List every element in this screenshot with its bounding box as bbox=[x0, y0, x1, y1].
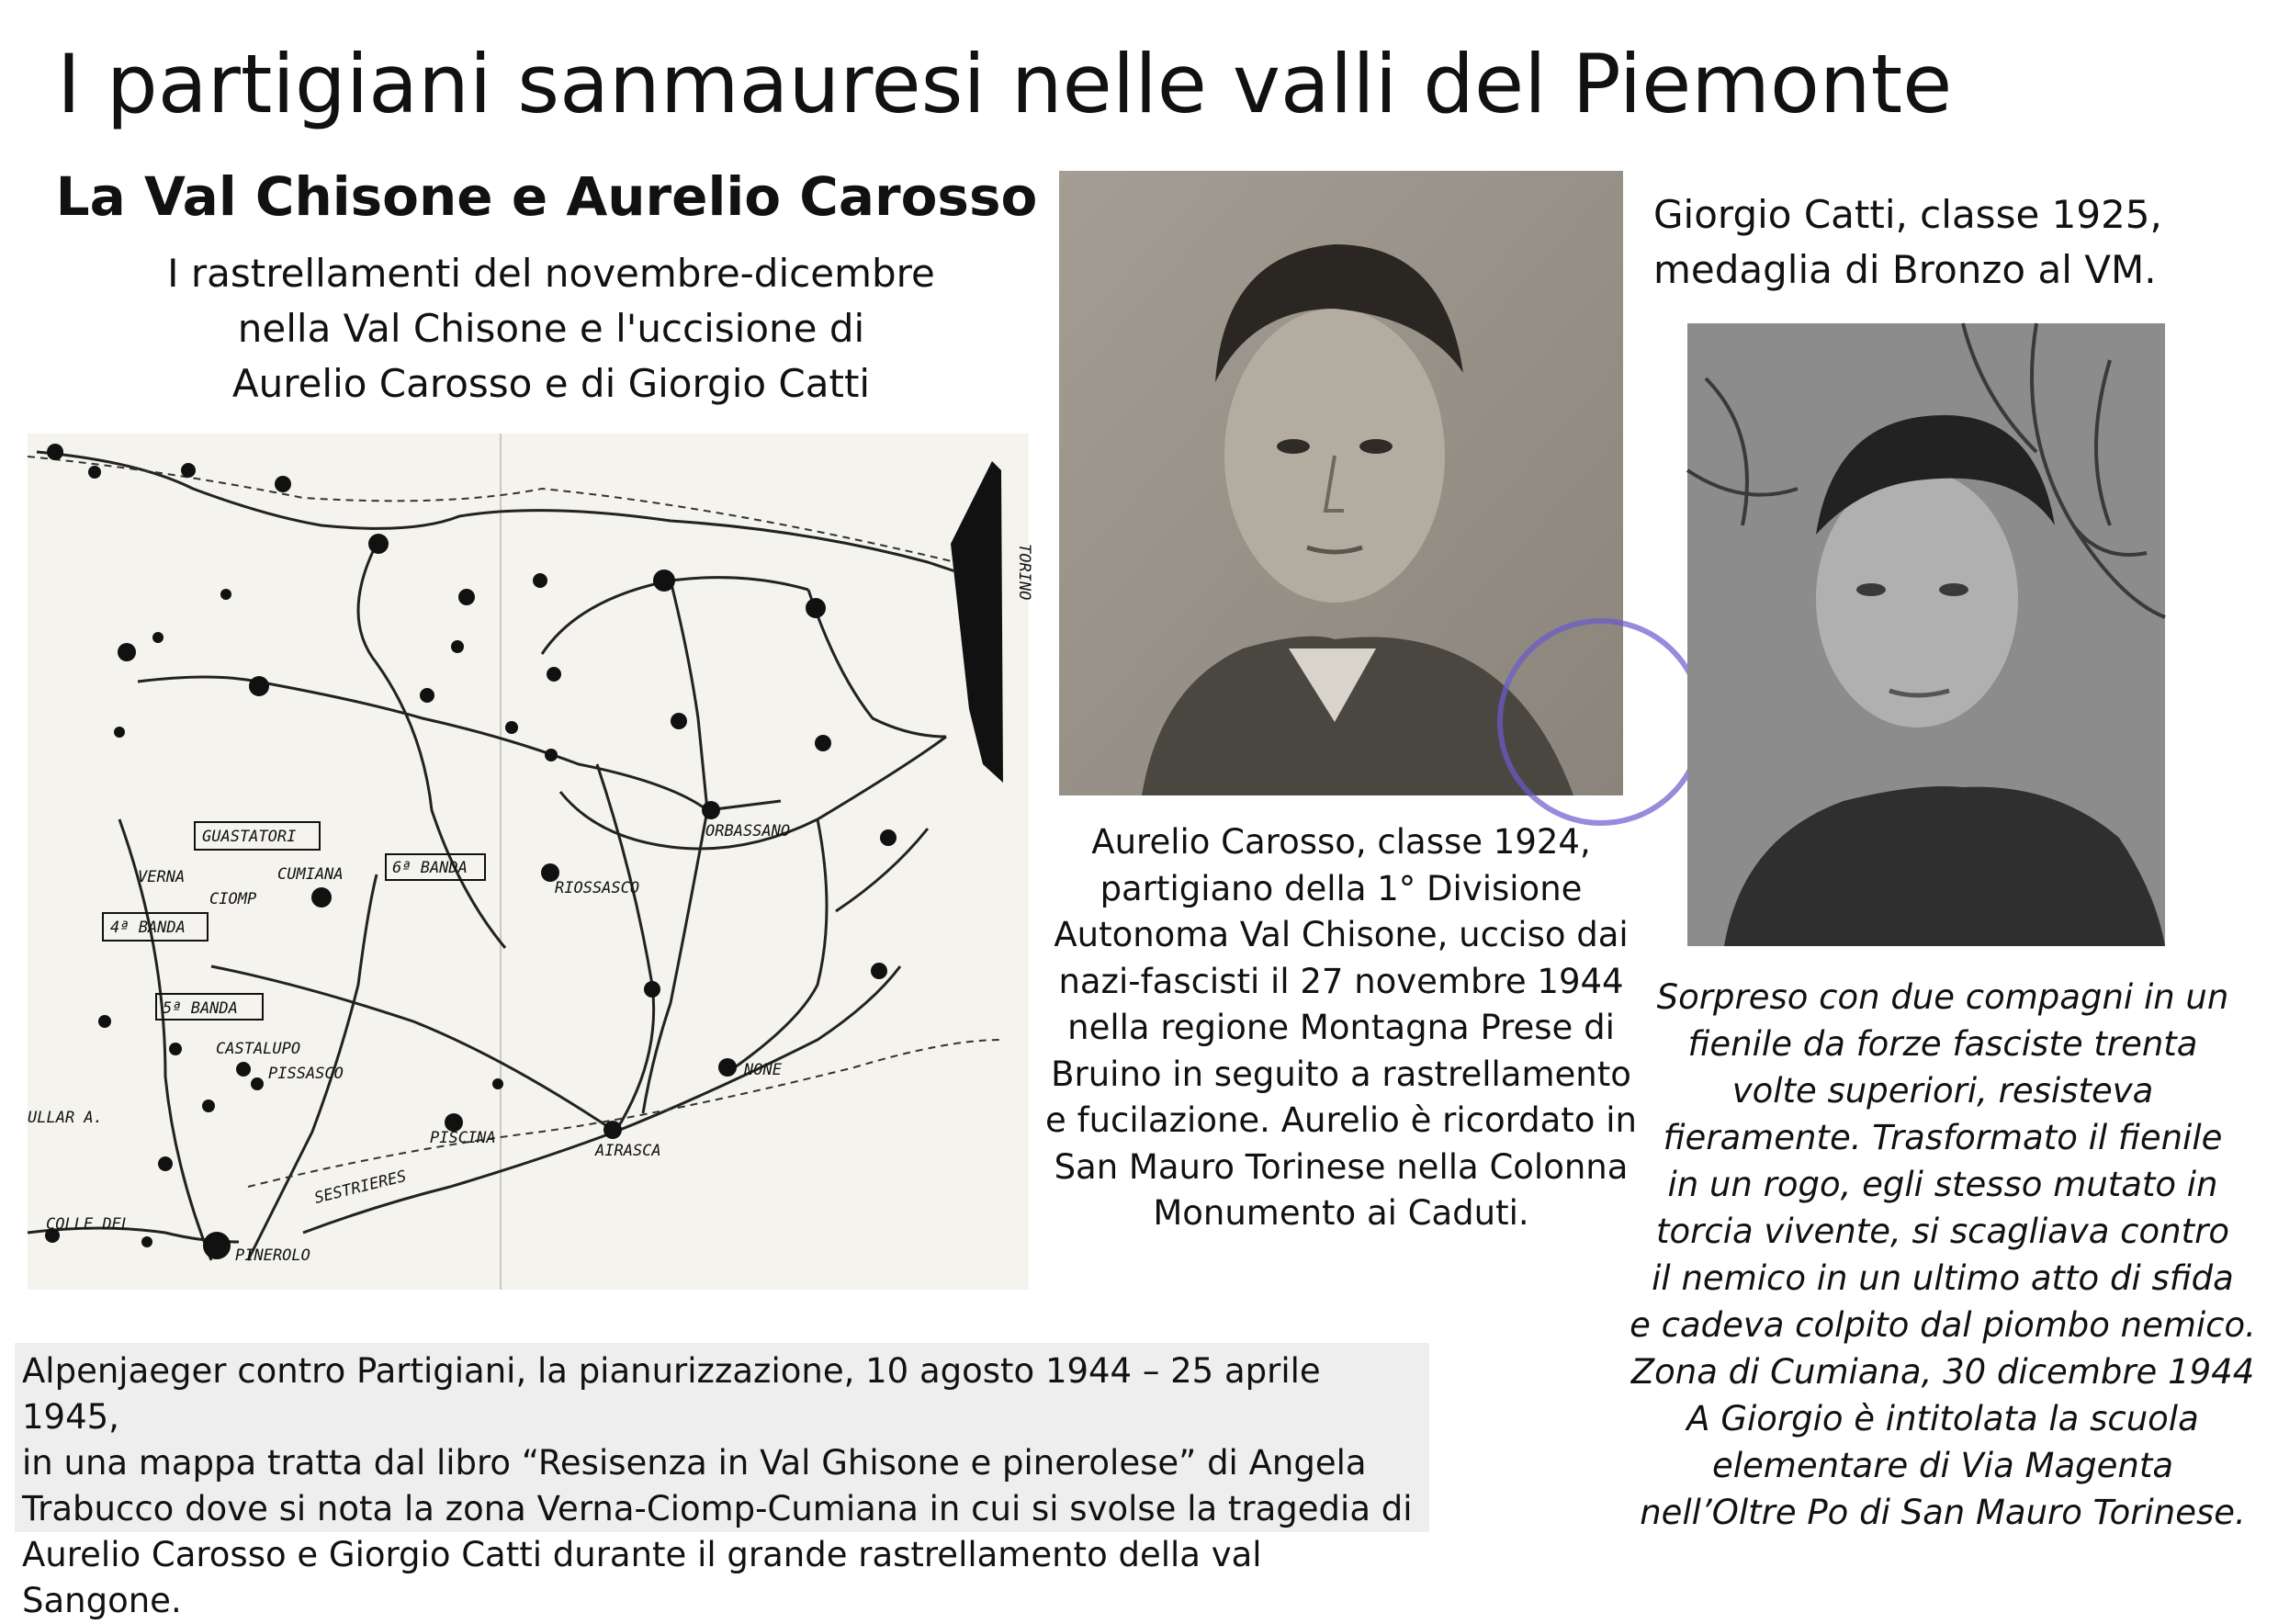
caption-line: torcia vivente, si scagliava contro bbox=[1656, 1212, 2229, 1251]
section-subtitle: La Val Chisone e Aurelio Carosso bbox=[55, 165, 1038, 228]
caption-line: nell’Oltre Po di San Mauro Torinese. bbox=[1640, 1493, 2246, 1532]
catti-heading-line: medaglia di Bronzo al VM. bbox=[1653, 247, 2157, 292]
caption-line: Aurelio Carosso, classe 1924, bbox=[1091, 822, 1591, 862]
map-caption-line: in una mappa tratta dal libro “Resisenza in Val Ghisone e pinerolese” di Angela bbox=[22, 1443, 1367, 1483]
caption-line: e fucilazione. Aurelio è ricordato in bbox=[1045, 1100, 1637, 1140]
caption-line: San Mauro Torinese nella Colonna bbox=[1054, 1146, 1629, 1187]
caption-line: elementare di Via Magenta bbox=[1711, 1446, 2173, 1485]
map-label: GUASTATORI bbox=[202, 828, 297, 846]
historical-map bbox=[28, 434, 1033, 1290]
map-drawing bbox=[28, 434, 1033, 1290]
caption-line: A Giorgio è intitolata la scuola bbox=[1686, 1399, 2199, 1438]
intro-text bbox=[0, 246, 1102, 412]
map-label: SESTRIERES bbox=[312, 1167, 409, 1208]
portrait-giorgio-catti bbox=[1687, 323, 2165, 946]
portrait-drawing bbox=[1687, 323, 2165, 946]
map-label: CUMIANA bbox=[277, 865, 344, 884]
portrait-drawing bbox=[1059, 171, 1623, 795]
intro-line: nella Val Chisone e l'uccisione di bbox=[237, 306, 865, 351]
map-label: PISSASCO bbox=[268, 1065, 344, 1083]
caption-line: partigiano della 1° Divisione bbox=[1100, 868, 1583, 908]
map-label: PISCINA bbox=[430, 1129, 496, 1147]
map-caption-line: Alpenjaeger contro Partigiani, la pianurizzazione, 10 agosto 1944 – 25 aprile 1945, bbox=[22, 1351, 1321, 1437]
portrait-aurelio-carosso bbox=[1059, 171, 1623, 795]
map-label: PINEROLO bbox=[235, 1246, 310, 1265]
map-caption bbox=[15, 1343, 1429, 1620]
caption-line: Monumento ai Caduti. bbox=[1153, 1193, 1529, 1233]
intro-line: I rastrellamenti del novembre-dicembre bbox=[167, 251, 935, 296]
caption-line: in un rogo, egli stesso mutato in bbox=[1667, 1165, 2218, 1204]
caption-line: Bruino in seguito a rastrellamento bbox=[1051, 1054, 1631, 1094]
caption-line: Autonoma Val Chisone, ucciso dai bbox=[1054, 915, 1629, 954]
caption-line: volte superiori, resisteva bbox=[1731, 1071, 2154, 1111]
page-title: I partigiani sanmauresi nelle valli del Piemonte bbox=[57, 37, 1953, 131]
intro-line: Aurelio Carosso e di Giorgio Catti bbox=[231, 361, 871, 406]
map-label: ULLAR A. bbox=[28, 1109, 103, 1127]
boundaries bbox=[28, 457, 1001, 1187]
caption-line: fienile da forze fasciste trenta bbox=[1687, 1024, 2198, 1064]
map-label: 6ª BANDA bbox=[392, 859, 468, 877]
map-caption-line: Aurelio Carosso e Giorgio Catti durante il grande rastrellamento della val Sangone. bbox=[22, 1535, 1262, 1620]
caption-line: nazi-fascisti il 27 novembre 1944 bbox=[1058, 961, 1624, 1001]
map-label: ORBASSANO bbox=[705, 822, 791, 840]
map-label: TORINO bbox=[1015, 544, 1033, 601]
torino-area bbox=[951, 461, 1003, 783]
map-label: 4ª BANDA bbox=[110, 919, 186, 937]
caption-line: nella regione Montagna Prese di bbox=[1067, 1008, 1615, 1047]
map-label: CASTALUPO bbox=[216, 1040, 301, 1058]
caption-line: fieramente. Trasformato il fienile bbox=[1663, 1118, 2223, 1157]
caption-line: il nemico in un ultimo atto di sfida bbox=[1652, 1258, 2234, 1298]
map-caption-line: Trabucco dove si nota la zona Verna-Ciomp-Cumiana in cui si svolse la tragedia di bbox=[22, 1489, 1413, 1528]
catti-heading-line: Giorgio Catti, classe 1925, bbox=[1653, 192, 2162, 237]
caption-line: e cadeva colpito dal piombo nemico. bbox=[1630, 1305, 2256, 1345]
map-label: VERNA bbox=[138, 868, 186, 886]
map-label: AIRASCA bbox=[595, 1142, 661, 1160]
map-label: CIOMP bbox=[209, 890, 257, 908]
catti-heading bbox=[1653, 187, 2214, 298]
map-label: COLLE DEL bbox=[46, 1215, 131, 1234]
caption-line: Sorpreso con due compagni in un bbox=[1656, 977, 2229, 1017]
carosso-caption bbox=[1020, 819, 1663, 1237]
catti-caption bbox=[1626, 974, 2260, 1536]
caption-line: Zona di Cumiana, 30 dicembre 1944 bbox=[1630, 1352, 2255, 1392]
map-label: NONE bbox=[744, 1061, 782, 1079]
map-label: 5ª BANDA bbox=[163, 999, 238, 1018]
map-label: RIOSSASCO bbox=[555, 879, 640, 897]
